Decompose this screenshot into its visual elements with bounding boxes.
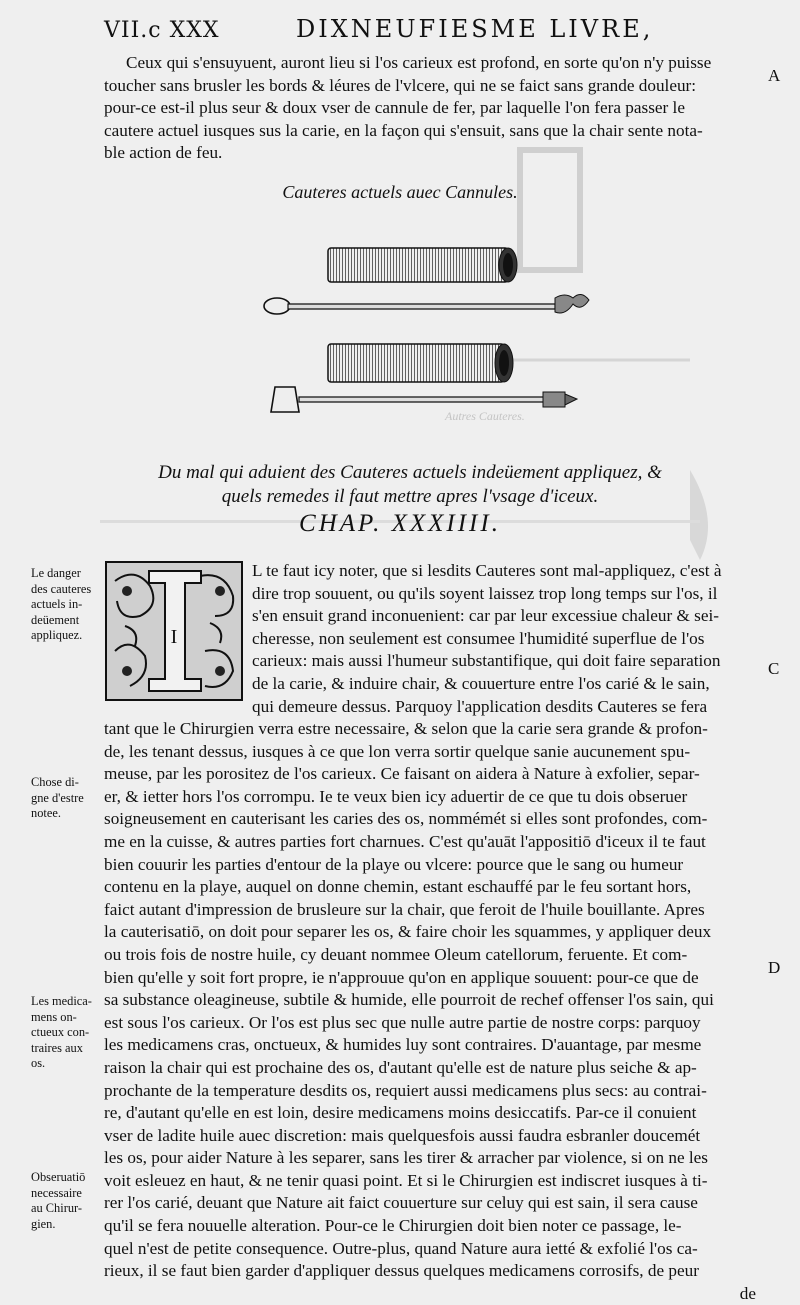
body-line: prochante de la temperature desdits os, requiert aussi medicamens plus secs: au contrai-	[104, 1080, 707, 1100]
body-line: rer l'os carié, deuant que Nature ait faict couuerture sur celuy qui est sain, il sera cause	[104, 1193, 698, 1213]
note-line: deüement	[31, 612, 80, 627]
cautery-rod	[264, 294, 589, 314]
body-line: sa substance oleagineuse, subtile & humide, elle pourroit de rechef offenser l'os sain, qui	[104, 990, 714, 1010]
running-title: DIXNEUFIESME LIVRE,	[296, 15, 654, 43]
body-line: les medicamens cras, onctueux, & humides luy sont contraires. D'auantage, par mesme	[104, 1035, 702, 1055]
figure-caption: Cauteres actuels auec Cannules.	[282, 182, 518, 202]
body-line: quel n'est de petite consequence. Outre-plus, quand Nature aura ietté & exfolié l'os ca-	[104, 1238, 698, 1258]
body-line: cheresse, non seulement est consumee l'humidité superflue de l'os	[252, 628, 705, 648]
note-line: Le danger	[31, 566, 81, 580]
body-line: bien qu'elle y soit fort propre, ie n'approuue qu'on en applique souuent: pour-ce que de	[104, 967, 699, 987]
body-line: raison la chair qui est prochaine des os, d'autant qu'elle est de nature plus seiche & ap-	[104, 1057, 697, 1077]
folio: VII.c XXX	[104, 18, 220, 43]
note-line: Chose di-	[31, 775, 79, 789]
cautery-illustration	[255, 232, 595, 422]
body-line: contenu en la playe, auquel on donne chemin, estant eschauffé par le feu sortant hors,	[104, 877, 692, 897]
marginal-note-chose	[31, 775, 97, 822]
intro-paragraph	[104, 52, 711, 165]
body-line: s'en ensuit grand inconuenient: car par leur excessiue chaleur & sei-	[252, 606, 719, 626]
faint-figure-label: Autres Cauteres.	[445, 409, 525, 422]
body-line: ou trois fois de nostre huile, cy deuant nommee Oleum catellorum, feruente. Et com-	[104, 944, 688, 964]
body-line: me en la cuisse, & autres parties fort charnues. C'est qu'auāt l'appositiō d'iceux il te faut	[104, 831, 706, 851]
note-line: mens on-	[31, 1009, 77, 1024]
note-line: actuels in-	[31, 597, 83, 612]
body-line: vser de ladite huile auec discretion: mais quelquesfois aussi faudra esbranler doucemét	[104, 1125, 701, 1145]
intro-line: toucher sans brusler les bords & léures de l'vlcere, qui ne se faict sans grande douleur:	[104, 75, 697, 95]
note-line: des cauteres	[31, 581, 92, 596]
body-line: les os, pour aider Nature à les separer, sans les tirer & arracher par violence, si on ne les	[104, 1148, 708, 1168]
marginal-note-danger	[31, 566, 97, 644]
note-line: gne d'estre	[31, 790, 84, 805]
body-line: dire trop souuent, ou qu'ils soyent laissez trop long temps sur l'os, il	[252, 583, 718, 603]
body-line: meuse, par les porositez de l'os carieux. Ce faisant on aidera à Nature à exfolier, separ-	[104, 764, 700, 784]
body-line: faict autant d'impression de brusleure sur la chair, que feroit de l'huile bouillante. Apres	[104, 899, 705, 919]
body-line: est sous l'os carieux. Or l'os est plus sec que nulle autre partie de nostre corps: parquoy	[104, 1012, 701, 1032]
intro-line: pour-ce est-il plus seur & doux vser de cannule de fer, par laquelle l'on fera passer le	[104, 98, 685, 118]
cannula-tube	[328, 248, 517, 282]
body-line: bien couurir les parties d'entour de la playe ou vlcere: pource que le sang ou humeur	[104, 854, 684, 874]
body-line: re, d'autant qu'elle en est loin, desire medicamens moins desiccatifs. Par-ce il conuient	[104, 1103, 697, 1123]
body-line: soigneusement en cauterisant les caries des os, nommémét si elles sont profondes, com-	[104, 809, 708, 829]
note-line: necessaire	[31, 1185, 82, 1200]
body-line: qu'il se fera nouuelle alteration. Pour-ce le Chirurgien doit bien noter ce passage, le-	[104, 1216, 682, 1236]
margin-letter-d: D	[768, 958, 781, 977]
margin-letter-c: C	[768, 659, 780, 678]
body-line: voit esleuez en haut, & ne tenir quasi point. Et si le Chirurgien est indiscret iusques à ti-	[104, 1170, 708, 1190]
note-line: ctueux con-	[31, 1025, 90, 1040]
intro-line: cautere actuel iusques sus la carie, en la façon qui s'ensuit, sans que la chair sente nota-	[104, 120, 703, 140]
cautery-rod	[271, 387, 577, 412]
body-line: tant que le Chirurgien verra estre necessaire, & selon que la carie sera grande & profon-	[104, 719, 708, 738]
body-line: qui demeure dessus. Parquoy l'application desdits Cauteres se fera	[252, 696, 708, 716]
intro-line: Ceux qui s'ensuyuent, auront lieu si l'os carieux est profond, en sorte qu'on n'y puisse	[126, 53, 712, 72]
note-line: Obseruatiō	[31, 1170, 86, 1184]
note-line: notee.	[31, 806, 61, 821]
note-line: traires aux	[31, 1040, 83, 1055]
note-line: os.	[31, 1056, 46, 1071]
cannula-tube	[328, 344, 513, 382]
dropcap-letter: I	[170, 626, 178, 648]
ornamental-initial	[105, 561, 243, 701]
note-line: appliquez.	[31, 628, 83, 643]
margin-letter-a: A	[768, 66, 781, 85]
chapter-opening	[252, 560, 722, 718]
body-line: rieux, il se faut bien garder d'appliquer dessus quelques medicamens corrosifs, de peur	[104, 1261, 699, 1281]
chapter-title	[140, 461, 680, 509]
body-line: L te faut icy noter, que si lesdits Cauteres sont mal-appliquez, c'est à	[252, 561, 722, 580]
body-line: de, les tenant dessus, iusques à ce que lon verra sortir quelque sanie aucunement spu-	[104, 741, 691, 761]
marginal-note-medicamens	[31, 994, 97, 1072]
chapter-body	[104, 718, 756, 1305]
chapter-number: CHAP. XXXIIII.	[299, 510, 501, 537]
intro-line: ble action de feu.	[104, 143, 223, 163]
note-line: gien.	[31, 1216, 56, 1231]
body-line: de la carie, & induire chair, & couuerture entre l'os carié & le sain,	[252, 673, 710, 693]
body-line: carieux: mais aussi l'humeur substantifique, qui doit faire separation	[252, 651, 721, 671]
chapter-title-line: Du mal qui aduient des Cauteres actuels indeüement appliquez, &	[158, 462, 662, 483]
body-line: la cauterisatiō, on doit pour separer les os, & faire choir les squammes, y appliquer deux	[104, 922, 712, 942]
marginal-note-obseruation	[31, 1170, 97, 1232]
note-line: Les medica-	[31, 994, 92, 1008]
body-line: er, & ietter hors l'os corrompu. Ie te veux bien icy aduertir de ce que tu dois obseruer	[104, 786, 688, 806]
note-line: au Chirur-	[31, 1201, 83, 1216]
chapter-title-line: quels remedes il faut mettre apres l'vsage d'iceux.	[221, 486, 599, 507]
catchword: de	[739, 1283, 756, 1303]
